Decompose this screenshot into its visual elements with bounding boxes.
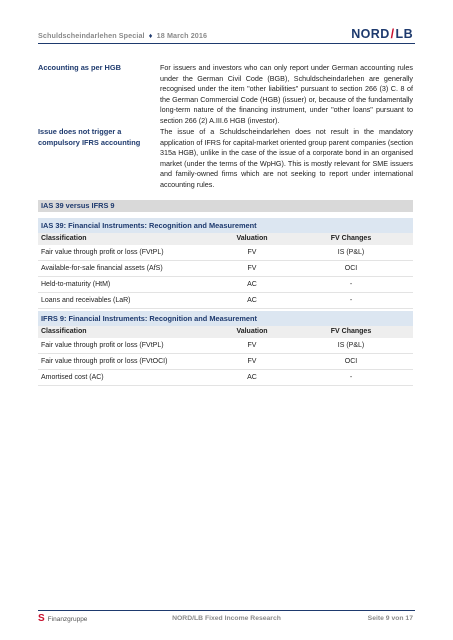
table-header-row [38,233,413,245]
header-rule [38,43,415,44]
footer-center: NORD/LB Fixed Income Research [172,615,281,622]
cell-classification: Amortised cost (AC) [41,374,104,381]
table-row [38,354,413,370]
sparkasse-s-icon: S [38,613,45,624]
cell-classification: Fair value through profit or loss (FVtPL) [41,249,164,256]
section-accounting-hgb [38,63,413,127]
cell-classification: Available-for-sale financial assets (AfS) [41,265,163,272]
table-title: IFRS 9: Financial Instruments: Recognition and Measurement [38,311,413,326]
band-title: IAS 39 versus IFRS 9 [38,200,413,212]
running-header [38,31,207,40]
header-title: Schuldscheindarlehen Special [38,31,145,40]
section-text: For issuers and investors who can only report under German accounting rules under the German Civil Code (BGB), Schuldscheindarlehen are generally recognised under the item "other liabilities" pursuant to section 266 (3) C. 8 of the German Commercial Code (HGB) (issuer) or, because of the fundamentally long-term nature of the financing instrument, under "other loans" pursuant to section 266 (2) A.III.6 HGB (investor). [160,63,413,125]
logo-slash: / [390,27,395,41]
table-row [38,277,413,293]
cell-classification: Loans and receivables (LaR) [41,297,131,304]
cell-fv-changes: - [349,374,353,381]
table-ias39 [38,218,413,309]
cell-valuation: FV [247,265,257,272]
cell-fv-changes: IS (P&L) [337,342,365,349]
section-label: Accounting as per HGB [38,63,121,72]
table-row [38,370,413,386]
header-date: 18 March 2016 [156,31,208,40]
cell-valuation: FV [247,342,257,349]
cell-fv-changes: IS (P&L) [337,249,365,256]
col-valuation: Valuation [236,235,268,242]
table-row [38,261,413,277]
cell-classification: Fair value through profit or loss (FVtPL) [41,342,164,349]
cell-fv-changes: - [349,297,353,304]
table-title: IAS 39: Financial Instruments: Recognition and Measurement [38,218,413,233]
cell-fv-changes: OCI [344,265,358,272]
table-row [38,245,413,261]
cell-valuation: AC [247,374,257,381]
col-classification: Classification [41,328,87,335]
col-valuation: Valuation [236,328,268,335]
section-text: The issue of a Schuldscheindarlehen does not result in the mandatory application of IFRS for capital-market oriented group parent companies (section 315a HGB), unlike in the case of the issue of a corporate bond in an organised market (under the terms of the WpHG). This is mostly relevant for SME issuers and family-owned firms which are not seeking to report under international accounting rules. [160,127,413,189]
cell-valuation: AC [247,281,257,288]
col-classification: Classification [41,235,87,242]
table-header-row [38,326,413,338]
table-row [38,293,413,309]
cell-classification: Fair value through profit or loss (FVtOCI) [41,358,168,365]
footer-logo-text: Finanzgruppe [47,615,88,623]
cell-valuation: AC [247,297,257,304]
footer-rule [38,610,415,611]
logo-left: NORD [351,27,390,41]
table-ifrs9 [38,311,413,386]
section-label: Issue does not trigger a compulsory IFRS accounting [38,127,141,147]
header-separator: ♦ [148,31,153,40]
col-fv-changes: FV Changes [330,235,372,242]
nordlb-logo [351,27,413,41]
cell-valuation: FV [247,358,257,365]
section-ifrs-trigger [38,127,413,191]
cell-fv-changes: OCI [344,358,358,365]
page-number: Seite 9 von 17 [367,615,413,622]
table-row [38,338,413,354]
logo-right: LB [395,27,413,41]
col-fv-changes: FV Changes [330,328,372,335]
cell-fv-changes: - [349,281,353,288]
cell-valuation: FV [247,249,257,256]
cell-classification: Held-to-maturity (HtM) [41,281,111,288]
